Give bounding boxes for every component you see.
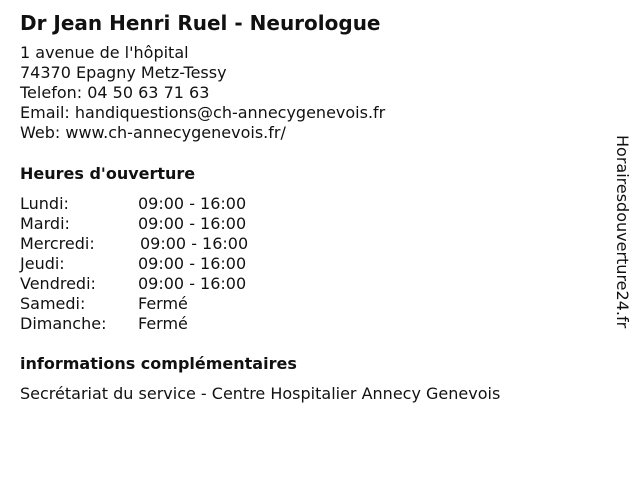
city-address: 74370 Epagny Metz-Tessy xyxy=(20,63,227,82)
day-label: Dimanche: xyxy=(20,314,107,333)
website-address: Web: www.ch-annecygenevois.fr/ xyxy=(20,123,286,142)
page-title: Dr Jean Henri Ruel - Neurologue xyxy=(20,11,381,35)
time-value: 09:00 - 16:00 xyxy=(138,254,247,273)
time-value: 09:00 - 16:00 xyxy=(138,194,247,213)
address-block xyxy=(20,43,385,143)
phone-number: Telefon: 04 50 63 71 63 xyxy=(20,83,210,102)
day-label: Samedi: xyxy=(20,294,86,313)
day-label: Lundi: xyxy=(20,194,69,213)
time-value: Fermé xyxy=(138,294,188,313)
email-address: Email: handiquestions@ch-annecygenevois.fr xyxy=(20,103,386,122)
time-value: 09:00 - 16:00 xyxy=(138,214,247,233)
street-address: 1 avenue de l'hôpital xyxy=(20,43,189,62)
time-value: 09:00 - 16:00 xyxy=(138,274,247,293)
opening-hours-heading: Heures d'ouverture xyxy=(20,164,196,183)
day-label: Jeudi: xyxy=(20,254,65,273)
time-value: 09:00 - 16:00 xyxy=(140,234,249,253)
brand-watermark: Horairesdouverture24.fr xyxy=(613,135,632,329)
time-value: Fermé xyxy=(138,314,188,333)
additional-info-text: Secrétariat du service - Centre Hospitalier Annecy Genevois xyxy=(20,384,501,403)
day-label: Mercredi: xyxy=(20,234,95,253)
day-label: Vendredi: xyxy=(20,274,96,293)
additional-info-heading: informations complémentaires xyxy=(20,354,297,373)
day-label: Mardi: xyxy=(20,214,70,233)
